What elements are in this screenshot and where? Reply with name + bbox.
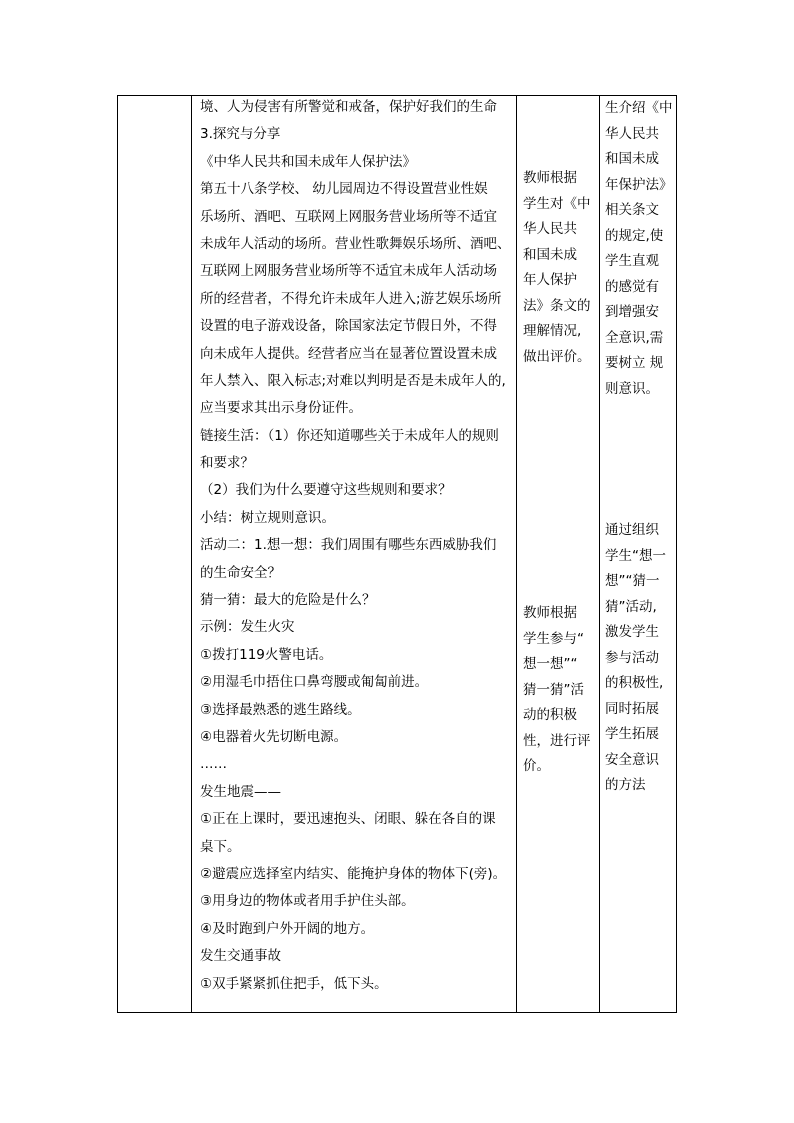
- content-line: 活动二：1.想一想：我们周围有哪些东西威胁我们: [200, 537, 497, 554]
- content-line: ①双手紧紧抓住把手，低下头。: [200, 975, 388, 992]
- content-line: 发生地震——: [200, 783, 281, 800]
- content-line: 互联网上网服务营业场所等不适宜未成年人活动场: [200, 263, 497, 280]
- content-line: 《中华人民共和国未成年人保护法》: [200, 153, 416, 170]
- teacher-line: 动的积极: [523, 707, 577, 723]
- content-line: 的生命安全？: [200, 564, 281, 581]
- content-line: ④电器着火先切断电源。: [200, 728, 348, 745]
- teacher-line: 学生参与“: [523, 630, 584, 647]
- intent-line: 相关条文: [605, 202, 659, 218]
- design-intent-1: [605, 96, 673, 402]
- content-line: 第五十八条学校、 幼儿园周边不得设置营业性娱: [200, 181, 488, 198]
- intent-line: 的积极性,: [605, 675, 664, 691]
- teacher-line: 年人保护: [523, 272, 577, 288]
- intent-line: 想”“猜一: [605, 573, 660, 589]
- activity-content-column: [200, 94, 510, 998]
- content-line: ①拨打119火警电话。: [200, 646, 333, 663]
- teacher-line: 教师根据: [523, 605, 577, 621]
- teacher-line: 学生对《中: [523, 195, 591, 212]
- intent-line: 则意识。: [605, 380, 659, 397]
- column-divider: [191, 96, 192, 1012]
- intent-line: 生介绍《中: [605, 100, 673, 116]
- teacher-line: 教师根据: [523, 170, 577, 186]
- content-line: ……: [200, 756, 227, 773]
- intent-line: 学生直观: [605, 253, 659, 269]
- content-line: ②用湿毛巾捂住口鼻弯腰或匍匐前进。: [200, 674, 429, 691]
- content-line: 乐场所、酒吧、互联网上网服务营业场所等不适宜: [200, 208, 497, 225]
- content-line: ①正在上课时，要迅速抱头、闭眼、躲在各自的课: [200, 811, 496, 828]
- content-line: 境、人为侵害有所警觉和戒备，保护好我们的生命: [200, 99, 497, 115]
- intent-line: 同时拓展: [605, 700, 659, 717]
- content-line: 3.探究与分享: [200, 126, 281, 143]
- intent-line: 通过组织: [605, 522, 659, 538]
- content-line: 应当要求其出示身份证件。: [200, 400, 362, 417]
- intent-line: 要树立 规: [605, 355, 664, 371]
- intent-line: 激发学生: [605, 624, 659, 640]
- intent-line: 的感觉有: [605, 278, 659, 295]
- content-line: 所的经营者，不得允许未成年人进入;游艺娱乐场所: [200, 290, 502, 307]
- teacher-evaluation-2: [523, 601, 591, 780]
- content-line: ③选择最熟悉的逃生路线。: [200, 701, 361, 718]
- intent-line: 年保护法》: [605, 176, 673, 193]
- content-line: 设置的电子游戏设备，除国家法定节假日外，不得: [200, 318, 497, 335]
- teacher-line: 华人民共: [523, 221, 577, 237]
- content-line: ④及时跑到户外开阔的地方。: [200, 920, 375, 937]
- intent-line: 猜”活动,: [605, 598, 657, 615]
- intent-line: 学生拓展: [605, 726, 659, 742]
- teacher-line: 和国未成: [523, 246, 577, 263]
- intent-line: 和国未成: [605, 151, 659, 167]
- content-line: 和要求？: [200, 455, 254, 472]
- content-line: 桌下。: [200, 838, 241, 855]
- intent-line: 华人民共: [605, 125, 659, 142]
- content-line: 小结：树立规则意识。: [200, 509, 335, 526]
- column-divider: [516, 96, 517, 1012]
- content-line: 未成年人活动的场所。营业性歌舞娱乐场所、酒吧、: [200, 235, 511, 252]
- content-line: ②避震应选择室内结实、能掩护身体的物体下(旁)。: [200, 865, 507, 882]
- teacher-evaluation-1: [523, 166, 591, 370]
- content-line: 示例：发生火灾: [200, 619, 295, 636]
- teacher-line: 价。: [523, 758, 550, 774]
- intent-line: 安全意识: [605, 751, 659, 768]
- intent-line: 的方法: [605, 777, 646, 793]
- intent-line: 全意识,需: [605, 329, 664, 346]
- content-line: 向未成年人提供。经营者应当在显著位置设置未成: [200, 345, 497, 362]
- teacher-line: 做出评价。: [523, 348, 591, 365]
- design-intent-2: [605, 518, 666, 799]
- teacher-line: 法》条文的: [523, 297, 591, 314]
- content-line: （2）我们为什么要遵守这些规则和要求？: [200, 482, 452, 499]
- teacher-line: 想一想”“: [523, 656, 578, 672]
- intent-line: 的规定,使: [605, 227, 664, 244]
- content-line: 猜一猜：最大的危险是什么？: [200, 592, 376, 609]
- intent-line: 到增强安: [605, 304, 659, 320]
- content-line: ③用身边的物体或者用手护住头部。: [200, 893, 415, 910]
- lesson-plan-table: [117, 95, 677, 1013]
- content-line: 年人禁入、限入标志;对难以判明是否是未成年人的,: [200, 372, 506, 389]
- column-divider: [599, 96, 600, 1012]
- intent-line: 学生“想一: [605, 547, 666, 564]
- stage-column: [118, 96, 191, 1012]
- intent-line: 参与活动: [605, 649, 659, 666]
- teacher-line: 性，进行评: [523, 732, 591, 749]
- content-line: 发生交通事故: [200, 948, 281, 965]
- teacher-line: 理解情况,: [523, 323, 582, 339]
- teacher-line: 猜一猜”活: [523, 681, 584, 698]
- content-line: 链接生活：（1）你还知道哪些关于未成年人的规则: [200, 427, 499, 444]
